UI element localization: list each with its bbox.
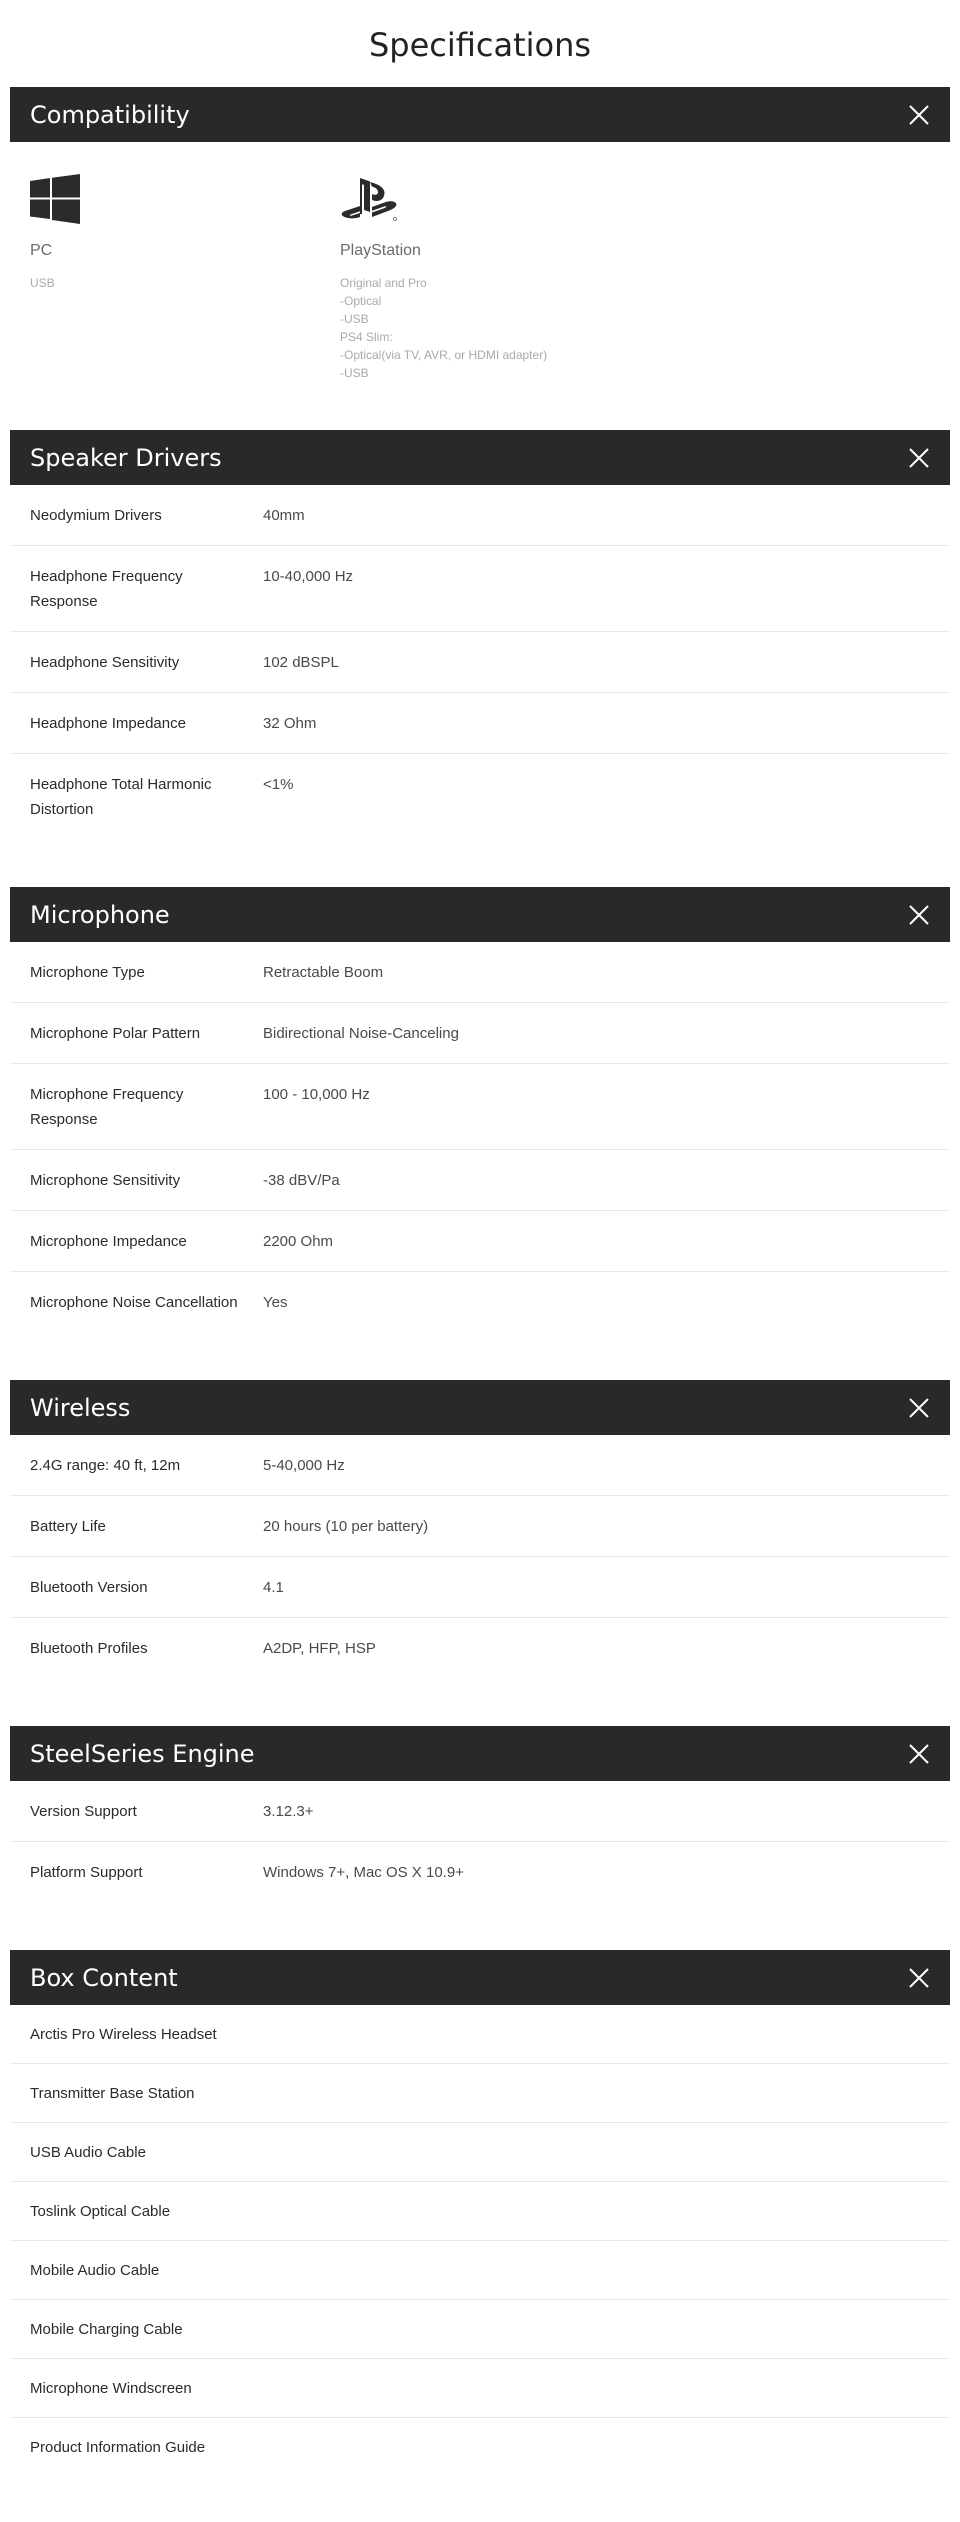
spec-label: Headphone Frequency Response	[30, 568, 183, 610]
spec-label: Bluetooth Profiles	[30, 1640, 148, 1657]
spec-row	[10, 1435, 950, 1496]
spec-label: Headphone Total Harmonic Distortion	[30, 776, 212, 818]
spec-row	[10, 485, 950, 546]
spec-table	[10, 942, 950, 1332]
spec-row	[10, 693, 950, 754]
spec-label: Headphone Sensitivity	[30, 654, 180, 671]
close-icon[interactable]	[908, 447, 930, 469]
spec-value: 102 dBSPL	[263, 654, 339, 671]
platform-detail-line: PS4 Slim:	[340, 330, 393, 344]
spec-value: 20 hours (10 per battery)	[263, 1518, 429, 1535]
spec-label: Headphone Impedance	[30, 715, 186, 732]
spec-row	[10, 1781, 950, 1842]
spec-label: Bluetooth Version	[30, 1579, 148, 1596]
spec-value: 3.12.3+	[263, 1803, 314, 1820]
box-content-list	[10, 2005, 950, 2476]
spec-value: 4.1	[263, 1579, 284, 1596]
platform-detail-line: -USB	[340, 312, 369, 326]
close-icon[interactable]	[908, 1397, 930, 1419]
spec-row	[10, 632, 950, 693]
list-item: Mobile Audio Cable	[10, 2241, 950, 2300]
close-icon[interactable]	[908, 1967, 930, 1989]
spec-value: Bidirectional Noise-Canceling	[263, 1025, 459, 1042]
spec-value: 5-40,000 Hz	[263, 1457, 345, 1474]
spec-row	[10, 1557, 950, 1618]
spec-value: 2200 Ohm	[263, 1233, 334, 1250]
spec-value: Retractable Boom	[263, 964, 384, 981]
platform-detail-line: Original and Pro	[340, 276, 427, 290]
spec-value: A2DP, HFP, HSP	[263, 1640, 376, 1657]
spec-row	[10, 1064, 950, 1150]
spec-label: Microphone Sensitivity	[30, 1172, 181, 1189]
close-icon[interactable]	[908, 1743, 930, 1765]
box-content-section	[10, 1950, 950, 2476]
platform-detail-line: -Optical(via TV, AVR, or HDMI adapter)	[340, 348, 548, 362]
wireless-header[interactable]	[10, 1380, 950, 1435]
spec-row	[10, 1150, 950, 1211]
spec-row	[10, 942, 950, 1003]
close-icon[interactable]	[908, 104, 930, 126]
spec-row	[10, 1211, 950, 1272]
list-item: Microphone Windscreen	[10, 2359, 950, 2418]
microphone-header[interactable]	[10, 887, 950, 942]
platform-name: PC	[30, 242, 53, 259]
spec-row	[10, 754, 950, 839]
spec-row	[10, 546, 950, 632]
spec-value: <1%	[263, 776, 294, 793]
section-title: Wireless	[30, 1393, 131, 1422]
compatibility-body	[10, 142, 950, 430]
spec-row	[10, 1618, 950, 1678]
list-item: Product Information Guide	[30, 2439, 206, 2456]
windows-icon	[30, 174, 80, 224]
spec-label: Platform Support	[30, 1864, 143, 1881]
section-title: Speaker Drivers	[30, 443, 222, 472]
spec-row	[10, 1003, 950, 1064]
list-item: USB Audio Cable	[10, 2123, 950, 2182]
spec-label: Microphone Noise Cancellation	[30, 1294, 238, 1311]
platform-details	[30, 274, 340, 292]
spec-label: Microphone Impedance	[30, 1233, 187, 1250]
section-title: Microphone	[30, 900, 170, 929]
platform-detail-line: USB	[30, 276, 55, 290]
spec-label: 2.4G range: 40 ft, 12m	[30, 1457, 181, 1474]
spec-label: Microphone Frequency Response	[30, 1086, 184, 1128]
list-item: Toslink Optical Cable	[10, 2182, 950, 2241]
list-item: Transmitter Base Station	[10, 2064, 950, 2123]
microphone-section	[10, 887, 950, 1380]
box-content-header[interactable]	[10, 1950, 950, 2005]
list-item: Mobile Charging Cable	[10, 2300, 950, 2359]
platform-details	[340, 274, 650, 382]
spec-value: 32 Ohm	[263, 715, 317, 732]
spec-label: Version Support	[30, 1803, 137, 1820]
spec-label: Battery Life	[30, 1518, 106, 1535]
spec-label: Neodymium Drivers	[30, 507, 162, 524]
platform-playstation	[340, 174, 650, 382]
spec-row	[10, 1272, 950, 1332]
close-icon[interactable]	[908, 904, 930, 926]
speaker-drivers-header[interactable]	[10, 430, 950, 485]
spec-table	[10, 1435, 950, 1678]
platform-detail-line: -USB	[340, 366, 369, 380]
page-title: Specifications	[368, 26, 592, 64]
platform-detail-line: -Optical	[340, 294, 382, 308]
spec-value: Yes	[263, 1294, 288, 1311]
spec-table	[10, 1781, 950, 1902]
playstation-icon	[340, 174, 400, 224]
engine-section	[10, 1726, 950, 1950]
spec-label: Microphone Type	[30, 964, 145, 981]
wireless-section	[10, 1380, 950, 1726]
platform-name: PlayStation	[340, 242, 421, 259]
section-title: Box Content	[30, 1963, 178, 1992]
list-item: Arctis Pro Wireless Headset	[10, 2005, 950, 2064]
platform-pc	[30, 174, 340, 382]
speaker-drivers-section	[10, 430, 950, 887]
compatibility-section	[10, 87, 950, 430]
spec-value: 40mm	[263, 507, 305, 524]
spec-value: -38 dBV/Pa	[263, 1172, 340, 1189]
spec-value: 10-40,000 Hz	[263, 568, 354, 585]
engine-header[interactable]	[10, 1726, 950, 1781]
section-title: Compatibility	[30, 100, 190, 129]
spec-value: 100 - 10,000 Hz	[263, 1086, 370, 1103]
compatibility-header[interactable]	[10, 87, 950, 142]
spec-label: Microphone Polar Pattern	[30, 1025, 201, 1042]
section-title: SteelSeries Engine	[30, 1739, 255, 1768]
spec-row	[10, 1842, 950, 1902]
spec-value: Windows 7+, Mac OS X 10.9+	[263, 1864, 464, 1881]
spec-row	[10, 1496, 950, 1557]
spec-table	[10, 485, 950, 839]
